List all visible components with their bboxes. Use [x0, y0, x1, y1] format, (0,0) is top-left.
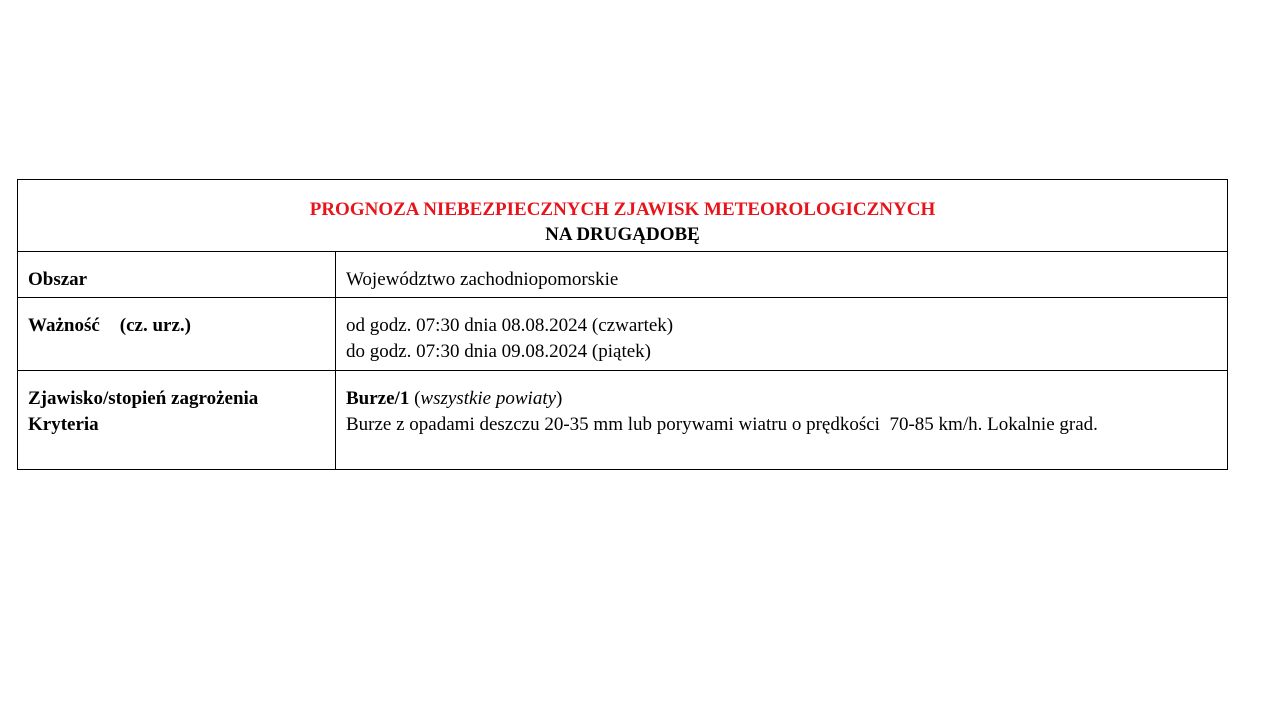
- validity-label: Ważność: [28, 315, 100, 336]
- document-title: PROGNOZA NIEBEZPIECZNYCH ZJAWISK METEOROLOGICZNYCH: [309, 199, 936, 220]
- phenomenon-level: Burze/1: [346, 388, 410, 409]
- validity-label-cell: [18, 298, 336, 370]
- area-label: Obszar: [28, 269, 88, 290]
- area-value-cell: [336, 252, 1227, 297]
- phenomenon-value-cell: [336, 371, 1227, 469]
- phenomenon-label: Zjawisko/stopień zagrożenia: [28, 388, 259, 409]
- document-subtitle: NA DRUGĄDOBĘ: [545, 224, 700, 245]
- validity-label-suffix: (cz. urz.): [119, 315, 191, 336]
- area-value: Województwo zachodniopomorskie: [346, 269, 619, 290]
- table-row-validity: [18, 298, 1227, 371]
- area-label-cell: [18, 252, 336, 297]
- phenomenon-level-line: [346, 386, 1207, 412]
- phenomenon-scope: wszystkie powiaty: [420, 388, 557, 409]
- phenomenon-label-cell: [18, 371, 336, 469]
- validity-from: od godz. 07:30 dnia 08.08.2024 (czwartek): [346, 315, 674, 336]
- phenomenon-criteria: Burze z opadami deszczu 20-35 mm lub porywami wiatru o prędkości 70-85 km/h. Lokalnie grad.: [346, 414, 1098, 435]
- table-row-phenomenon: [18, 371, 1227, 469]
- table-row-area: [18, 252, 1227, 298]
- warning-table: [17, 179, 1228, 470]
- criteria-label: Kryteria: [28, 414, 99, 435]
- validity-to: do godz. 07:30 dnia 09.08.2024 (piątek): [346, 341, 652, 362]
- validity-value-cell: [336, 298, 1227, 370]
- scope-close-paren: ): [556, 388, 563, 409]
- table-header: [18, 180, 1227, 252]
- scope-open-paren: (: [414, 388, 421, 409]
